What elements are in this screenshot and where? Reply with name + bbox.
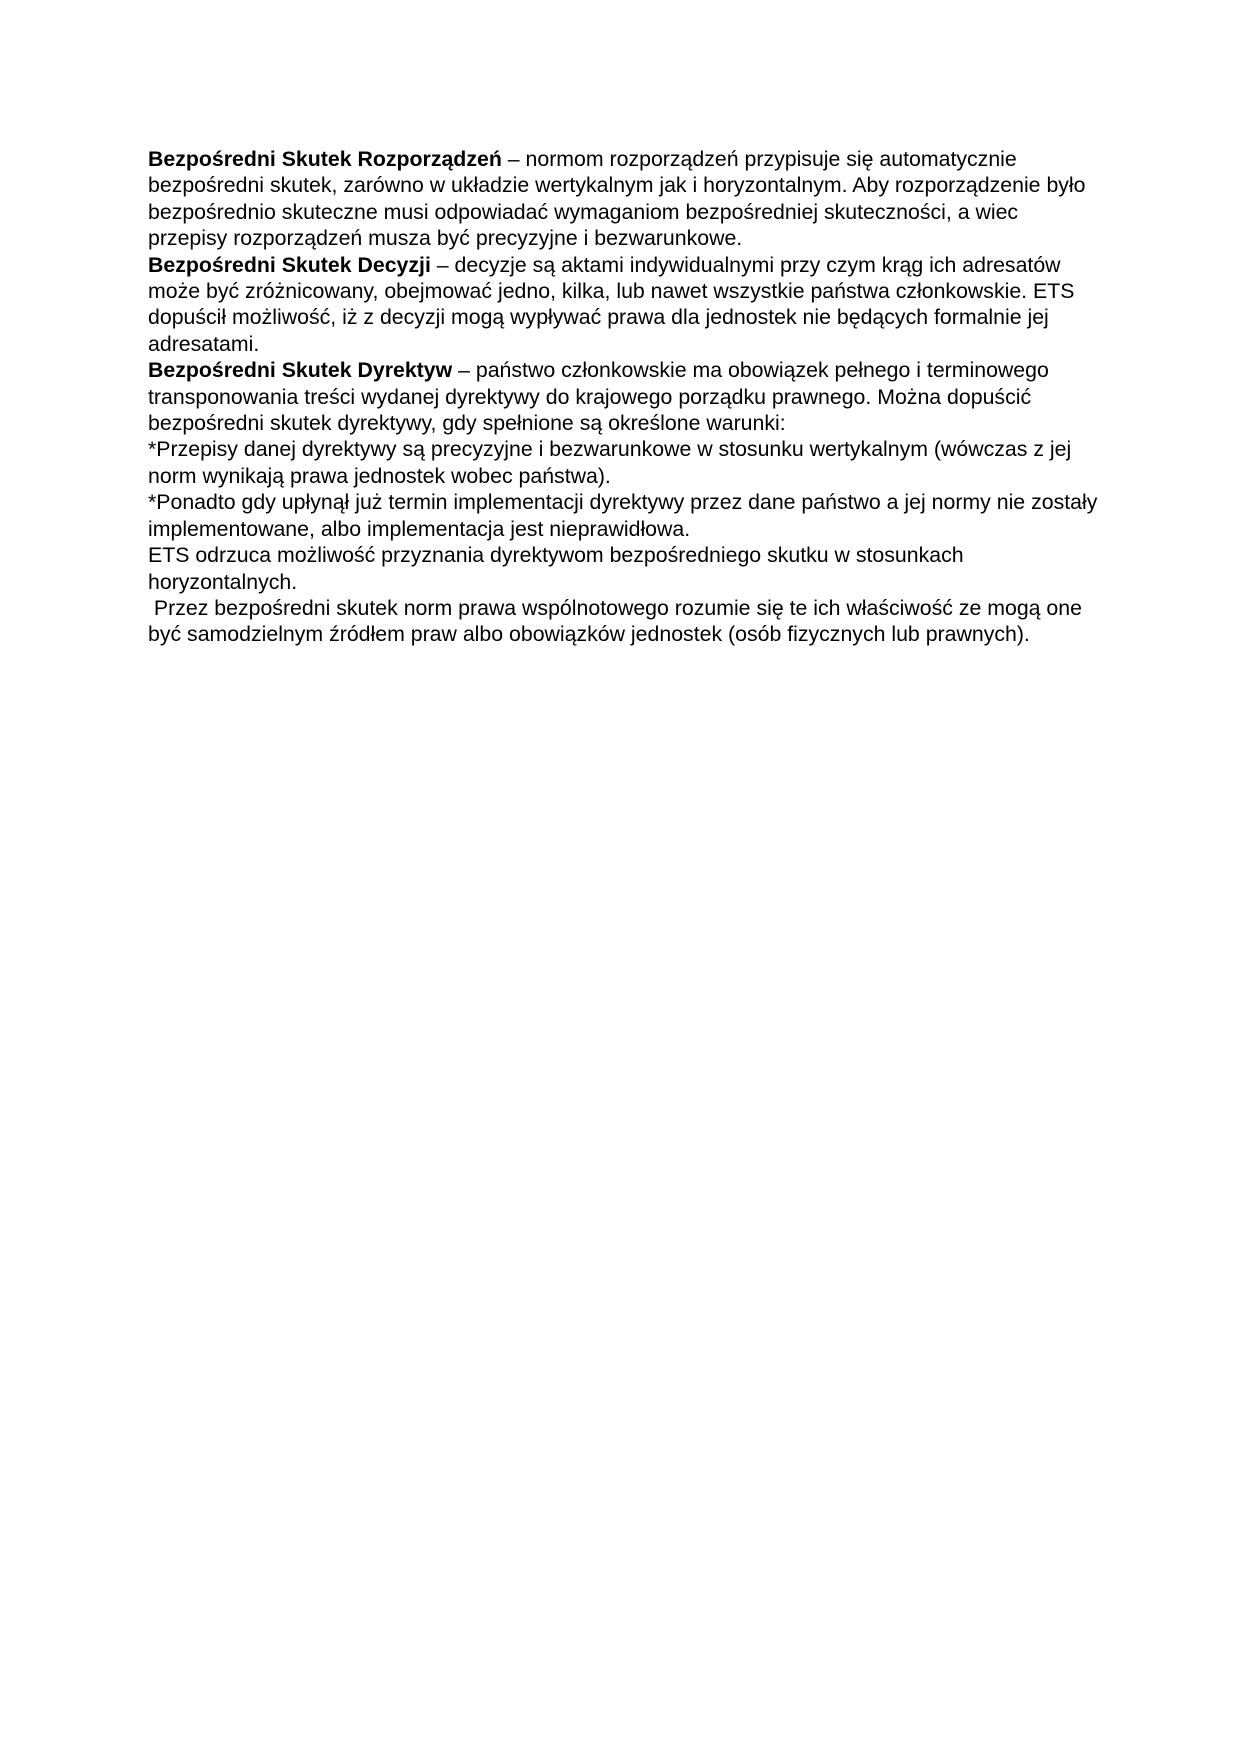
condition-paragraph: *Ponadto gdy upłynął już termin implementacji dyrektywy przez dane państwo a jej normy nie zostały implementowane, albo implementacja jest nieprawidłowa. [148, 490, 1098, 541]
section-directives [148, 357, 1098, 436]
section-term: Bezpośredni Skutek Decyzji [148, 252, 431, 277]
section-text: – normom rozporządzeń przypisuje się automatycznie bezpośredni skutek, zarówno w układzie wertykalnym jak i horyzontalnym. Aby rozporządzenie było bezpośrednio skuteczne musi odpowiadać wymaganiom bezpośredniej skuteczności, a wiec przepisy rozporządzeń musza być precyzyjne i bezwarunkowe. [148, 147, 1086, 251]
section-decisions [148, 252, 1098, 358]
body-paragraph: ETS odrzuca możliwość przyznania dyrektywom bezpośredniego skutku w stosunkach horyzontalnych. [148, 543, 964, 594]
section-text: – decyzje są aktami indywidualnymi przy czym krąg ich adresatów może być zróżnicowany, obejmować jedno, kilka, lub nawet wszystkie państwa członkowskie. ETS dopuścił możliwość, iż z decyzji mogą wypływać prawa dla jednostek nie będących formalnie jej adresatami. [148, 252, 1075, 356]
body-paragraph: Przez bezpośredni skutek norm prawa wspólnotowego rozumie się te ich właściwość ze mogą one być samodzielnym źródłem praw albo obowiązków jednostek (osób fizycznych lub prawnych). [148, 595, 1088, 647]
condition-paragraph: *Przepisy danej dyrektywy są precyzyjne i bezwarunkowe w stosunku wertykalnym (wówczas z jej norm wynikają prawa jednostek wobec państwa). [148, 437, 1072, 488]
section-text: – państwo członkowskie ma obowiązek pełnego i terminowego transponowania treści wydanej dyrektywy do krajowego porządku prawnego. Można dopuścić bezpośredni skutek dyrektywy, gdy spełnione są określone warunki: [148, 358, 1049, 436]
section-regulations [148, 146, 1098, 252]
section-term: Bezpośredni Skutek Rozporządzeń [148, 147, 502, 171]
section-term: Bezpośredni Skutek Dyrektyw [148, 358, 453, 383]
document-body [148, 146, 1098, 648]
